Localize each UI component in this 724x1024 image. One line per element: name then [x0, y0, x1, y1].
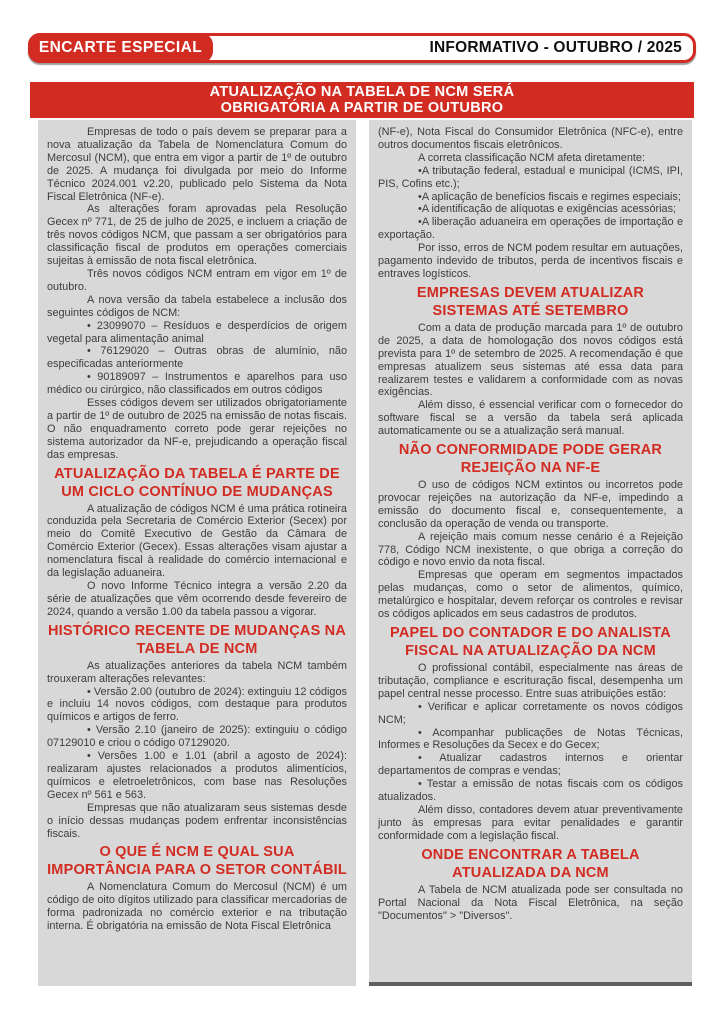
bullet-item: • Verificar e aplicar corretamente os novos códigos NCM; — [378, 700, 683, 726]
left-column — [38, 120, 356, 986]
paragraph: O uso de códigos NCM extintos ou incorretos pode provocar rejeições na autorização da NF-e, impedindo a emissão do documento fiscal e, consequentemente, a conclusão da operação de venda ou transporte. — [378, 479, 683, 530]
bullet-item: •A aplicação de benefícios fiscais e regimes especiais; — [418, 190, 681, 203]
paragraph: A rejeição mais comum nesse cenário é a Rejeição 778, Código NCM inexistente, o que obriga a correção do código e novo envio da nota fiscal. — [378, 530, 683, 569]
bullet-item: •A identificação de alíquotas e exigências acessórias; — [418, 203, 677, 216]
paragraph: Empresas que não atualizaram seus sistemas desde o início dessas mudanças podem enfrentar inconsistências fiscais. — [47, 801, 347, 840]
bullet-item: • Versões 1.00 e 1.01 (abril a agosto de 2024): realizaram ajustes relacionados a produtos alimentícios, químicos e eletroeletrônicos, com base nas Resoluções Gecex nº 561 e 563. — [47, 750, 347, 801]
article-columns — [38, 120, 692, 986]
paragraph: Empresas que operam em segmentos impactados pelas mudanças, como o setor de alimentos, químico, metalúrgico e hospitalar, devem reforçar os controles e revisar os códigos aplicados em seus cadastros de produtos. — [378, 569, 683, 621]
paragraph: Por isso, erros de NCM podem resultar em autuações, pagamento indevido de tributos, perda de incentivos fiscais e entraves logísticos. — [378, 242, 683, 280]
section-heading: ONDE ENCONTRAR A TABELA ATUALIZADA DA NCM — [421, 846, 640, 881]
main-title-line2: OBRIGATÓRIA A PARTIR DE OUTUBRO — [220, 100, 504, 116]
paragraph: As alterações foram aprovadas pela Resolução Gecex nº 771, de 25 de julho de 2025, e incluem a criação de três novos códigos NCM, que passam a ser obrigatórios para classificação fiscal de produtos em operações comerciais sujeitas à emissão de nota fiscal eletrônica. — [47, 203, 347, 268]
bullet-item: • 90189097 – Instrumentos e aparelhos para uso médico ou cirúrgico, não classificados em outros códigos — [47, 371, 347, 397]
bullet-item: • Acompanhar publicações de Notas Técnicas, Informes e Resoluções da Secex e do Gecex; — [378, 726, 683, 752]
section-heading: EMPRESAS DEVEM ATUALIZAR SISTEMAS ATÉ SETEMBRO — [416, 284, 645, 319]
header-bar — [28, 33, 696, 63]
section-heading: NÃO CONFORMIDADE PODE GERAR REJEIÇÃO NA NF-E — [398, 442, 663, 477]
paragraph: O profissional contábil, especialmente nas áreas de tributação, compliance e escrituração fiscal, desempenha um papel central nesse processo. Entre suas atribuições estão: — [378, 662, 683, 700]
paragraph: A Tabela de NCM atualizada pode ser consultada no Portal Nacional da Nota Fiscal Eletrônica, na seção "Documentos" > "Diversos". — [378, 883, 683, 922]
paragraph: Além disso, é essencial verificar com o fornecedor do software fiscal se a versão da tabela será aplicada automaticamente ou se a atualização será manual. — [378, 399, 683, 438]
paragraph: (NF-e), Nota Fiscal do Consumidor Eletrônica (NFC-e), entre outros documentos fiscais eletrônicos. — [378, 126, 683, 151]
bullet-item: •A tributação federal, estadual e municipal (ICMS, IPI, PIS, Cofins etc.); — [378, 164, 683, 190]
bullet-item: • Atualizar cadastros internos e orientar departamentos de compras e vendas; — [378, 752, 683, 778]
section-heading: ATUALIZAÇÃO DA TABELA É PARTE DE UM CICLO CONTÍNUO DE MUDANÇAS — [54, 465, 340, 500]
section-heading: O QUE É NCM E QUAL SUA IMPORTÂNCIA PARA O SETOR CONTÁBIL — [47, 844, 347, 879]
paragraph: Com a data de produção marcada para 1º de outubro de 2025, a data de homologação dos novos códigos está prevista para 1º de setembro de 2025. A recomendação é que empresas atualizem seus sistemas até essa data para realizarem testes e validarem a conformidade com as novas exigências. — [378, 321, 683, 399]
main-title-line1: ATUALIZAÇÃO NA TABELA DE NCM SERÁ — [209, 83, 515, 100]
paragraph: As atualizações anteriores da tabela NCM também trouxeram alterações relevantes: — [47, 659, 347, 685]
paragraph: O novo Informe Técnico integra a versão 2.20 da série de atualizações que vêm ocorrendo desde fevereiro de 2024, quando a versão 1.00 da tabela passou a vigorar. — [47, 580, 347, 618]
bullet-item: • Versão 2.10 (janeiro de 2025): extinguiu o código 07129010 e criou o código 07129020. — [47, 724, 347, 750]
bullet-item: • 76129020 – Outras obras de alumínio, não especificadas anteriormente — [47, 345, 347, 371]
paragraph: Esses códigos devem ser utilizados obrigatoriamente a partir de 1º de outubro de 2025 na emissão de notas fiscais. O não enquadramento correto pode gerar rejeições no sistema autorizador da NF-e, prejudicando a operação fiscal das empresas. — [47, 397, 347, 461]
header-kicker-badge: ENCARTE ESPECIAL — [28, 33, 213, 63]
bullet-item: • 23099070 – Resíduos e desperdícios de origem vegetal para alimentação animal — [47, 319, 347, 345]
main-title-banner — [30, 82, 694, 118]
paragraph: A atualização de códigos NCM é uma prática rotineira conduzida pela Secretaria de Comércio Exterior (Secex) por meio do Comitê Executivo de Gestão da Câmara de Comércio Exterior (Gecex). Essas alterações visam ajustar a nomenclatura fiscal à realidade do comércio internacional e da legislação aduaneira. — [47, 502, 347, 580]
section-heading: PAPEL DO CONTADOR E DO ANALISTA FISCAL NA ATUALIZAÇÃO DA NCM — [390, 625, 671, 659]
bullet-item: • Versão 2.00 (outubro de 2024): extinguiu 12 códigos e incluiu 14 novos códigos, com destaque para produtos químicos e artigos de ferro. — [47, 685, 347, 724]
bullet-item: • Testar a emissão de notas fiscais com os códigos atualizados. — [378, 778, 683, 804]
paragraph: A nova versão da tabela estabelece a inclusão dos seguintes códigos de NCM: — [47, 293, 347, 319]
paragraph: Além disso, contadores devem atuar preventivamente junto às empresas para evitar penalidades e garantir conformidade com a legislação fiscal. — [378, 803, 683, 842]
paragraph: Três novos códigos NCM entram em vigor em 1º de outubro. — [47, 267, 347, 293]
header-issue-label: INFORMATIVO - OUTUBRO / 2025 — [429, 39, 682, 56]
section-heading: HISTÓRICO RECENTE DE MUDANÇAS NA TABELA DE NCM — [47, 622, 347, 657]
paragraph: Empresas de todo o país devem se preparar para a nova atualização da Tabela de Nomenclatura Comum do Mercosul (NCM), que entra em vigor a partir de 1º de outubro de 2025. A mudança foi divulgada por meio do Informe Técnico 2024.001 v2.20, publicado pelo Sistema da Nota Fiscal Eletrônica (NF-e). — [47, 126, 347, 203]
right-column — [369, 120, 692, 986]
paragraph: A correta classificação NCM afeta diretamente: — [418, 151, 645, 164]
paragraph: A Nomenclatura Comum do Mercosul (NCM) é um código de oito dígitos utilizado para classificar mercadorias de forma padronizada no comércio exterior e na tributação interna. É obrigatória na emissão de Nota Fiscal Eletrônica — [47, 881, 347, 933]
bullet-item: •A liberação aduaneira em operações de importação e exportação. — [378, 216, 683, 242]
